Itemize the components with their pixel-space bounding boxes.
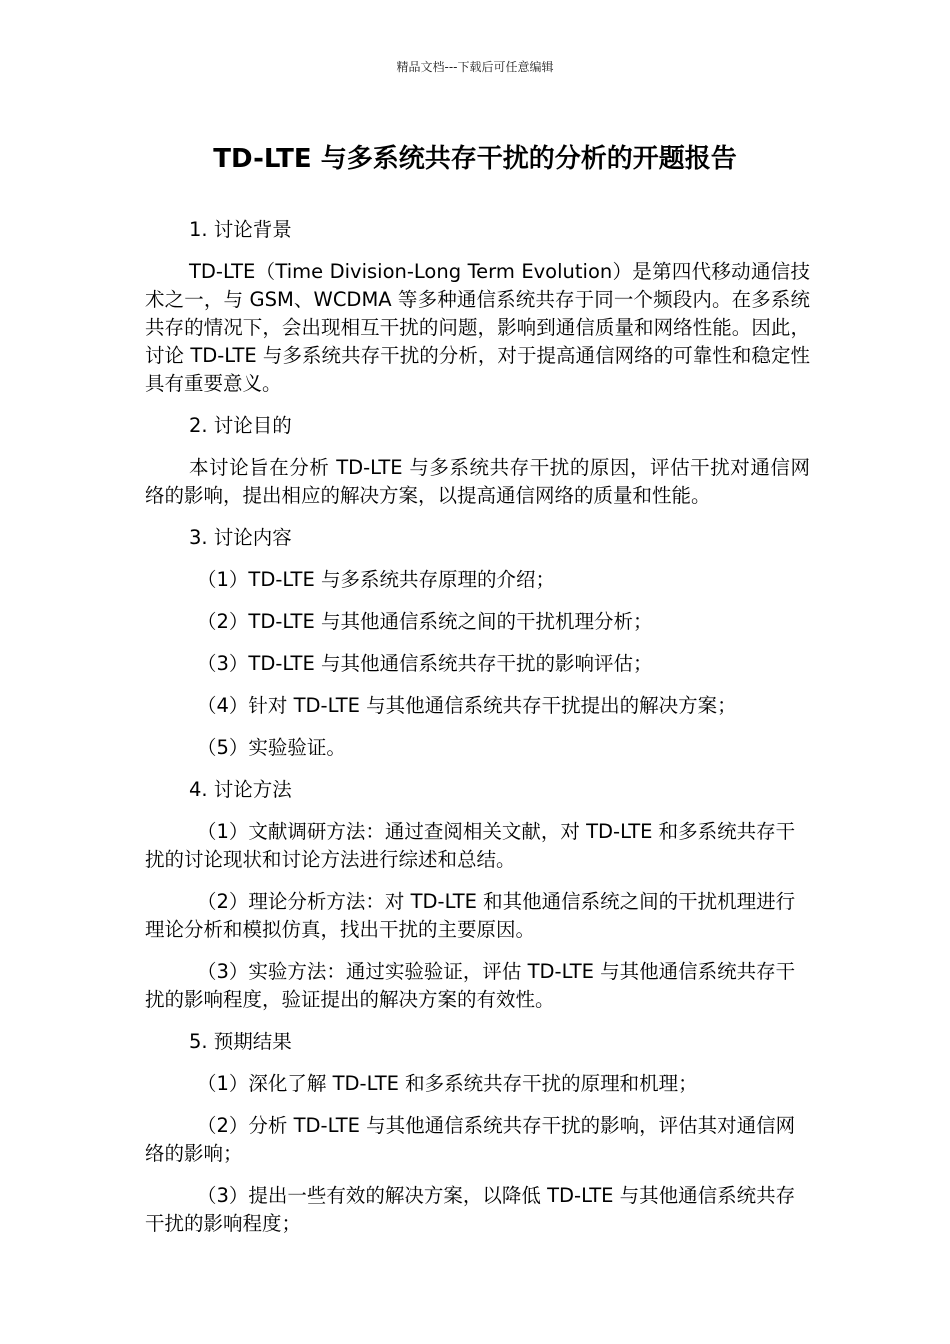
content-list-item: （5）实验验证。: [197, 736, 346, 759]
purpose-paragraph: 本讨论旨在分析 TD-LTE 与多系统共存干扰的原因，评估干扰对通信网络的影响，提出相应的解决方案，以提高通信网络的质量和性能。: [145, 456, 810, 507]
content-list-item: （1）TD-LTE 与多系统共存原理的介绍；: [197, 568, 555, 591]
section-heading-content: 3. 讨论内容: [189, 526, 292, 549]
result-list-item: （3）提出一些有效的解决方案，以降低 TD-LTE 与其他通信系统共存干扰的影响程度；: [145, 1184, 796, 1235]
document-title: TD-LTE 与多系统共存干扰的分析的开题报告: [213, 144, 737, 174]
section-heading-background: 1. 讨论背景: [189, 218, 292, 241]
method-list-item: （1）文献调研方法：通过查阅相关文献，对 TD-LTE 和多系统共存干扰的讨论现状和讨论方法进行综述和总结。: [145, 820, 796, 871]
header-note: 精品文档---下载后可任意编辑: [396, 60, 554, 74]
content-list-item: （3）TD-LTE 与其他通信系统共存干扰的影响评估；: [197, 652, 653, 675]
result-list-item: （1）深化了解 TD-LTE 和多系统共存干扰的原理和机理；: [197, 1072, 698, 1095]
content-list-item: （4）针对 TD-LTE 与其他通信系统共存干扰提出的解决方案；: [197, 694, 737, 717]
section-heading-methods: 4. 讨论方法: [189, 778, 292, 801]
background-paragraph: TD-LTE（Time Division-Long Term Evolution）是第四代移动通信技术之一，与 GSM、WCDMA 等多种通信系统共存于同一个频段内。在多系统共存的情况下，会出现相互干扰的问题，影响到通信质量和网络性能。因此，讨论 TD-LTE 与多系统共存干扰的分析，对于提高通信网络的可靠性和稳定性具有重要意义。: [145, 260, 810, 395]
section-heading-purpose: 2. 讨论目的: [189, 414, 292, 437]
section-heading-expected-results: 5. 预期结果: [189, 1030, 292, 1053]
content-list-item: （2）TD-LTE 与其他通信系统之间的干扰机理分析；: [197, 610, 653, 633]
method-list-item: （2）理论分析方法：对 TD-LTE 和其他通信系统之间的干扰机理进行理论分析和模拟仿真，找出干扰的主要原因。: [145, 890, 796, 941]
document-body: [145, 216, 810, 1252]
method-list-item: （3）实验方法：通过实验验证，评估 TD-LTE 与其他通信系统共存干扰的影响程度，验证提出的解决方案的有效性。: [145, 960, 796, 1011]
result-list-item: （2）分析 TD-LTE 与其他通信系统共存干扰的影响，评估其对通信网络的影响；: [145, 1114, 796, 1165]
